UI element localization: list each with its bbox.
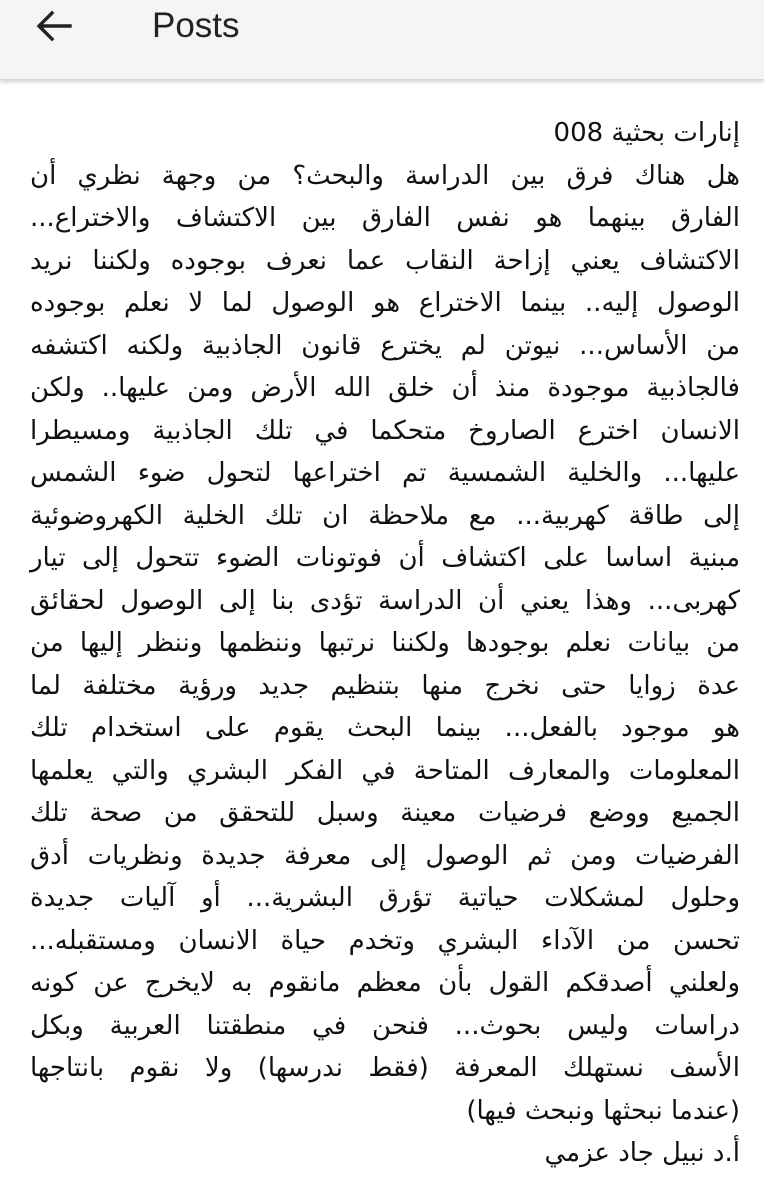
post-line: مبنية اساسا على اكتشاف أن فوتونات الضوء تتحول إلى تيار xyxy=(30,543,740,573)
post-line: من بيانات نعلم بوجودها ولكننا نرتبها وننظمها وننظر إليها من xyxy=(30,628,740,658)
app-bar xyxy=(0,0,764,80)
post-line: (عندما نبحثها ونبحث فيها) xyxy=(466,1095,740,1126)
post-line: تحسن من الآداء البشري وتخدم حياة الانسان ومستقبله... xyxy=(30,925,740,956)
post-line: دراسات وليس بحوث... فنحن في منطقتنا العربية وبكل xyxy=(30,1010,740,1041)
post-line: هل هناك فرق بين الدراسة والبحث؟ من وجهة نظري أن xyxy=(30,160,740,191)
arrow-left-icon xyxy=(36,10,72,42)
post-line: من الأساس... نيوتن لم يخترع قانون الجاذبية ولكنه اكتشفه xyxy=(30,330,740,361)
post-line: هو موجود بالفعل... بينما البحث يقوم على استخدام تلك xyxy=(30,713,740,743)
post-line: فالجاذبية موجودة منذ أن خلق الله الأرض ومن عليها.. ولكن xyxy=(30,373,740,403)
post-line: ولعلني أصدقكم القول بأن معظم مانقوم به لايخرج عن كونه xyxy=(30,968,740,998)
post-line: المعلومات والمعارف المتاحة في الفكر البشري والتي يعلمها xyxy=(30,755,740,786)
post-line: الانسان اخترع الصاروخ متحكما في تلك الجاذبية ومسيطرا xyxy=(30,415,740,446)
post-line: الفارق بينهما هو نفس الفارق بين الاكتشاف والاختراع... xyxy=(30,203,740,233)
back-button[interactable] xyxy=(30,6,78,46)
post-line: الفرضيات ومن ثم الوصول إلى معرفة جديدة ونظريات أدق xyxy=(30,840,740,871)
post-line: وحلول لمشكلات حياتية تؤرق البشرية... أو آليات جديدة xyxy=(30,883,740,913)
post-line: عليها... والخلية الشمسية تم اختراعها لتحول ضوء الشمس xyxy=(30,458,740,488)
page-title: Posts xyxy=(152,6,240,45)
post-signature: أ.د نبيل جاد عزمي xyxy=(544,1138,740,1168)
post-line: الاكتشاف يعني إزاحة النقاب عما نعرف بوجوده ولكننا نريد xyxy=(30,245,740,276)
post-line: عدة زوايا حتى نخرج منها بتنظيم جديد ورؤية مختلفة لما xyxy=(30,670,740,701)
post-line: كهربى... وهذا يعني أن الدراسة تؤدى بنا إلى الوصول لحقائق xyxy=(30,585,740,616)
post-title: إنارات بحثية 008 xyxy=(553,118,740,148)
post-line: الوصول إليه.. بينما الاختراع هو الوصول لما لا نعلم بوجوده xyxy=(30,288,740,318)
post-line: الأسف نستهلك المعرفة (فقط ندرسها) ولا نقوم بانتاجها xyxy=(30,1053,740,1083)
post-line: إلى طاقة كهربية... مع ملاحظة ان تلك الخلية الكهروضوئية xyxy=(30,500,740,531)
post-line: الجميع ووضع فرضيات معينة وسبل للتحقق من صحة تلك xyxy=(30,798,740,828)
post-body xyxy=(0,112,764,1175)
